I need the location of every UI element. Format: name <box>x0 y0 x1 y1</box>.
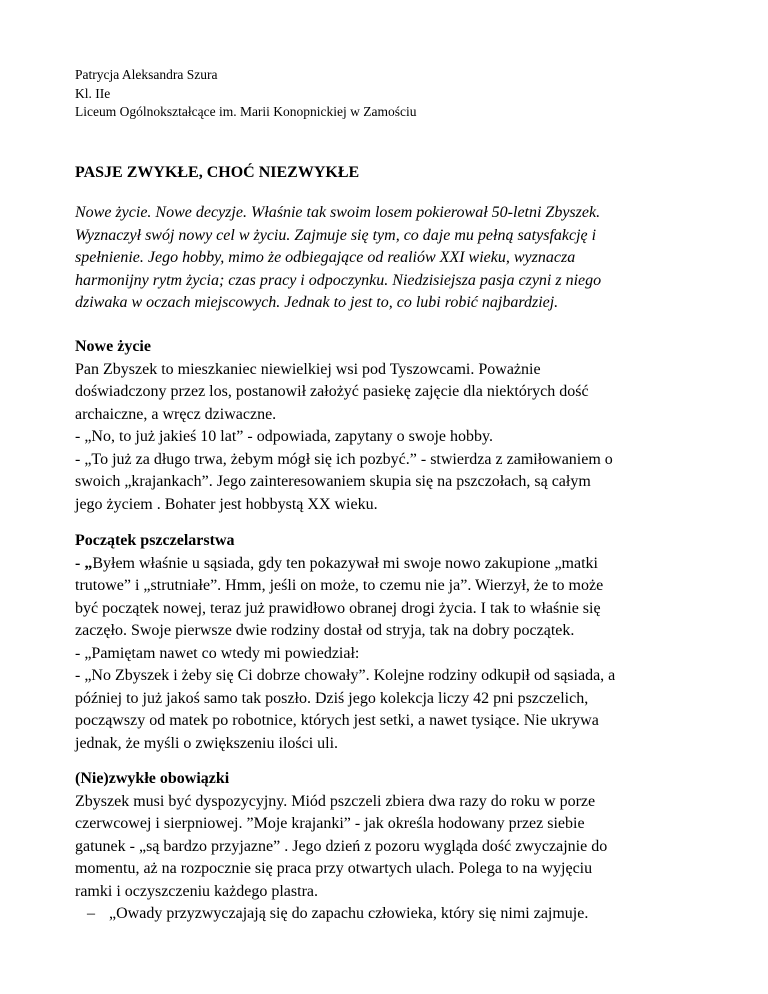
lead-line: Nowe życie. Nowe decyzje. Właśnie tak swoim losem pokierował 50-letni Zbyszek. <box>75 204 601 221</box>
paragraph-line: zaczęło. Swoje pierwsze dwie rodziny dostał od stryja, tak na dobry początek. <box>75 622 575 639</box>
paragraph-line: - „No Zbyszek i żeby się Ci dobrze chowały”. Kolejne rodziny odkupił od sąsiada, a <box>75 667 616 684</box>
paragraph-line: - „To już za długo trwa, żebym mógł się ich pozbyć.” - stwierdza z zamiłowaniem o <box>75 450 613 468</box>
paragraph-line: - „No, to już jakieś 10 lat” - odpowiada, zapytany o swoje hobby. <box>75 428 493 445</box>
paragraph-line: doświadczony przez los, postanowił założyć pasiekę zajęcie dla niektórych dość <box>75 383 589 400</box>
lead-line: Wyznaczył swój nowy cel w życiu. Zajmuje się tym, co daje mu pełną satysfakcję i <box>75 226 597 244</box>
list-item <box>75 903 607 926</box>
section-heading: (Nie)zwykłe obowiązki <box>75 770 230 787</box>
author-name: Patrycja Aleksandra Szura <box>75 67 218 82</box>
list-item-text: „Owady przyzwyczajają się do zapachu człowieka, który się nimi zajmuje. <box>109 905 589 922</box>
author-header <box>75 66 417 122</box>
lead-paragraph <box>75 202 601 315</box>
school-name: Liceum Ogólnokształcące im. Marii Konopnickiej w Zamościu <box>75 104 417 119</box>
paragraph-line: ramki i oczyszczeniu każdego plastra. <box>75 882 318 900</box>
paragraph-line: jednak, że myśli o zwiększeniu ilości uli. <box>75 734 339 752</box>
class-label: Kl. IIe <box>75 85 111 101</box>
paragraph-line: trutowe” i „strutniałe”. Hmm, jeśli on może, to czemu nie ja”. Wierzył, że to może <box>75 577 604 594</box>
paragraph-line: później to już jakoś samo tak poszło. Dziś jego kolekcja liczy 42 pni pszczelich, <box>75 689 589 707</box>
section-heading: Nowe życie <box>75 338 151 355</box>
section-niezwykle-obowiazki <box>75 768 607 926</box>
paragraph-line <box>75 553 615 576</box>
paragraph-line: być początek nowej, teraz już prawidłowo obranej drogi życia. I tak to właśnie się <box>75 599 601 617</box>
list-dash: – <box>87 905 95 922</box>
section-nowe-zycie <box>75 336 613 516</box>
section-heading: Początek pszczelarstwa <box>75 532 235 549</box>
paragraph-line: gatunek - „są bardzo przyjazne” . Jego dzień z pozoru wygląda dość zwyczajnie do <box>75 837 608 855</box>
lead-line: harmonijny rytm życia; czas pracy i odpoczynku. Niedzisiejsza pasja czyni z niego <box>75 271 602 289</box>
paragraph-line: Pan Zbyszek to mieszkaniec niewielkiej wsi pod Tyszowcami. Poważnie <box>75 360 541 378</box>
paragraph-text: Byłem właśnie u sąsiada, gdy ten pokazywał mi swoje nowo zakupione „matki <box>92 554 598 572</box>
quote-prefix: - „ <box>75 554 93 572</box>
paragraph-line: - „Pamiętam nawet co wtedy mi powiedział: <box>75 644 360 662</box>
paragraph-line: swoich „krajankach”. Jego zainteresowaniem skupia się na pszczołach, są całym <box>75 473 591 490</box>
paragraph-line: jego życiem . Bohater jest hobbystą XX wieku. <box>75 495 378 513</box>
article-title: PASJE ZWYKŁE, CHOĆ NIEZWYKŁE <box>75 164 360 181</box>
paragraph-line: czerwcowej i sierpniowej. ”Moje krajanki” - jak określa hodowany przez siebie <box>75 815 585 832</box>
paragraph-line: począwszy od matek po robotnice, których jest setki, a nawet tysiące. Nie ukrywa <box>75 712 599 729</box>
paragraph-line: momentu, aż na rozpocznie się praca przy otwartych ulach. Polega to na wyjęciu <box>75 860 593 877</box>
paragraph-line: archaiczne, a wręcz dziwaczne. <box>75 405 277 423</box>
section-poczatek-pszczelarstwa <box>75 530 615 755</box>
lead-line: spełnienie. Jego hobby, mimo że odbiegające od realiów XXI wieku, wyznacza <box>75 249 576 266</box>
lead-line: dziwaka w oczach miejscowych. Jednak to jest to, co lubi robić najbardziej. <box>75 294 559 311</box>
paragraph-line: Zbyszek musi być dyspozycyjny. Miód pszczeli zbiera dwa razy do roku w porze <box>75 792 596 810</box>
